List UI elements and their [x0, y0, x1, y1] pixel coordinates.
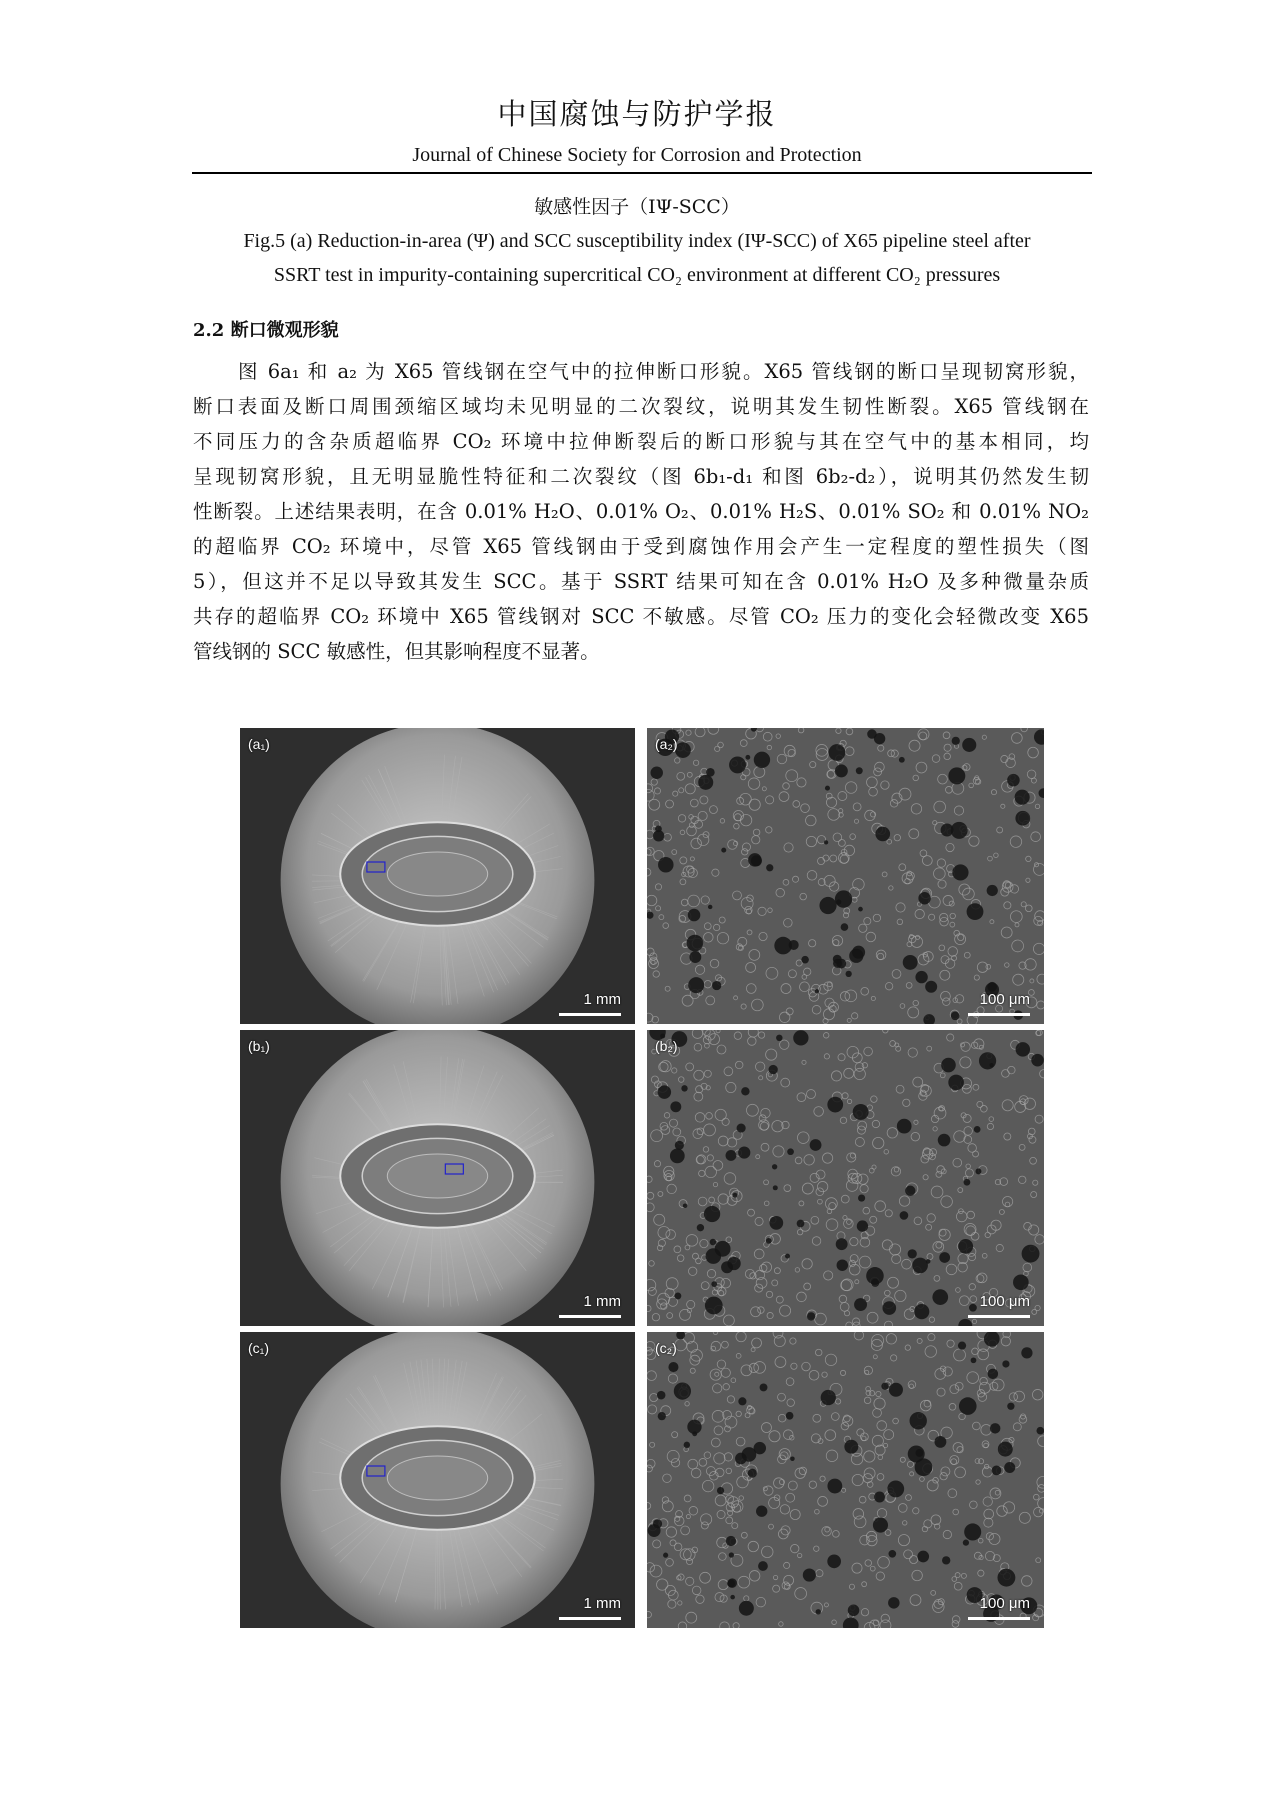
- panel-label: (a₁): [248, 736, 270, 752]
- panel-label: (b₁): [248, 1038, 270, 1054]
- dimple-micrograph-image: [647, 1332, 1044, 1628]
- fractograph-panel: [240, 1332, 635, 1628]
- scale-bar: [968, 1315, 1030, 1318]
- fig5-caption-en-line1: Fig.5 (a) Reduction-in-area (Ψ) and SCC susceptibility index (IΨ-SCC) of X65 pipeline steel after: [243, 230, 1031, 252]
- body-line-7: 5），但这并不足以导致其发生 SCC。基于 SSRT 结果可知在含 0.01% H₂O 及多种微量杂质: [193, 570, 1089, 593]
- body-line-3: 不同压力的含杂质超临界 CO₂ 环境中拉伸断裂后的断口形貌与其在空气中的基本相同，均: [193, 430, 1089, 453]
- scale-bar-label: 1 mm: [583, 991, 621, 1008]
- journal-title-en: Journal of Chinese Society for Corrosion and Protection: [412, 144, 862, 166]
- fractograph-panel: [647, 1030, 1044, 1326]
- body-line-8: 共存的超临界 CO₂ 环境中 X65 管线钢对 SCC 不敏感。尽管 CO₂ 压力的变化会轻微改变 X65: [193, 605, 1089, 628]
- panel-label: (b₂): [655, 1038, 678, 1054]
- fracture-overview-image: [240, 1030, 635, 1326]
- body-line-5: 性断裂。上述结果表明，在含 0.01% H₂O、0.01% O₂、0.01% H₂S、0.01% SO₂ 和 0.01% NO₂: [193, 500, 1089, 523]
- scale-bar: [559, 1617, 621, 1620]
- panel-label: (a₂): [655, 736, 678, 752]
- section-heading: 2.2 断口微观形貌: [193, 320, 339, 341]
- header-rule: [192, 172, 1092, 174]
- scale-bar: [559, 1013, 621, 1016]
- body-line-2: 断口表面及断口周围颈缩区域均未见明显的二次裂纹，说明其发生韧性断裂。X65 管线钢在: [193, 395, 1089, 418]
- scale-bar-label: 100 μm: [979, 991, 1030, 1008]
- fig5-caption-en: [170, 224, 1104, 292]
- fractograph-panel: [647, 728, 1044, 1024]
- fracture-overview-image: [240, 1332, 635, 1628]
- scale-bar: [968, 1013, 1030, 1016]
- dimple-micrograph-image: [647, 1030, 1044, 1326]
- journal-title-cn: 中国腐蚀与防护学报: [497, 97, 777, 131]
- scale-bar: [559, 1315, 621, 1318]
- fracture-overview-image: [240, 728, 635, 1024]
- fractograph-panel: [240, 1030, 635, 1326]
- dimple-micrograph-image: [647, 728, 1044, 1024]
- scale-bar: [968, 1617, 1030, 1620]
- fig5-caption-cn: 敏感性因子（IΨ-SCC）: [534, 196, 740, 218]
- body-line-1: 图 6a₁ 和 a₂ 为 X65 管线钢在空气中的拉伸断口形貌。X65 管线钢的断口呈现韧窝形貌，: [238, 360, 1089, 383]
- body-line-4: 呈现韧窝形貌，且无明显脆性特征和二次裂纹（图 6b₁-d₁ 和图 6b₂-d₂），说明其仍然发生韧: [193, 465, 1089, 488]
- body-line-9: 管线钢的 SCC 敏感性，但其影响程度不显著。: [193, 640, 600, 663]
- scale-bar-label: 1 mm: [583, 1293, 621, 1310]
- fig5-caption-en-line2: SSRT test in impurity-containing supercritical CO₂ environment at different CO₂ pressures: [273, 264, 1001, 286]
- panel-label: (c₂): [655, 1340, 677, 1356]
- scale-bar-label: 100 μm: [979, 1293, 1030, 1310]
- scale-bar-label: 100 μm: [979, 1595, 1030, 1612]
- fractograph-panel: [240, 728, 635, 1024]
- fractograph-panel: [647, 1332, 1044, 1628]
- scale-bar-label: 1 mm: [583, 1595, 621, 1612]
- panel-label: (c₁): [248, 1340, 270, 1356]
- body-line-6: 的超临界 CO₂ 环境中，尽管 X65 管线钢由于受到腐蚀作用会产生一定程度的塑性损失（图: [193, 535, 1089, 558]
